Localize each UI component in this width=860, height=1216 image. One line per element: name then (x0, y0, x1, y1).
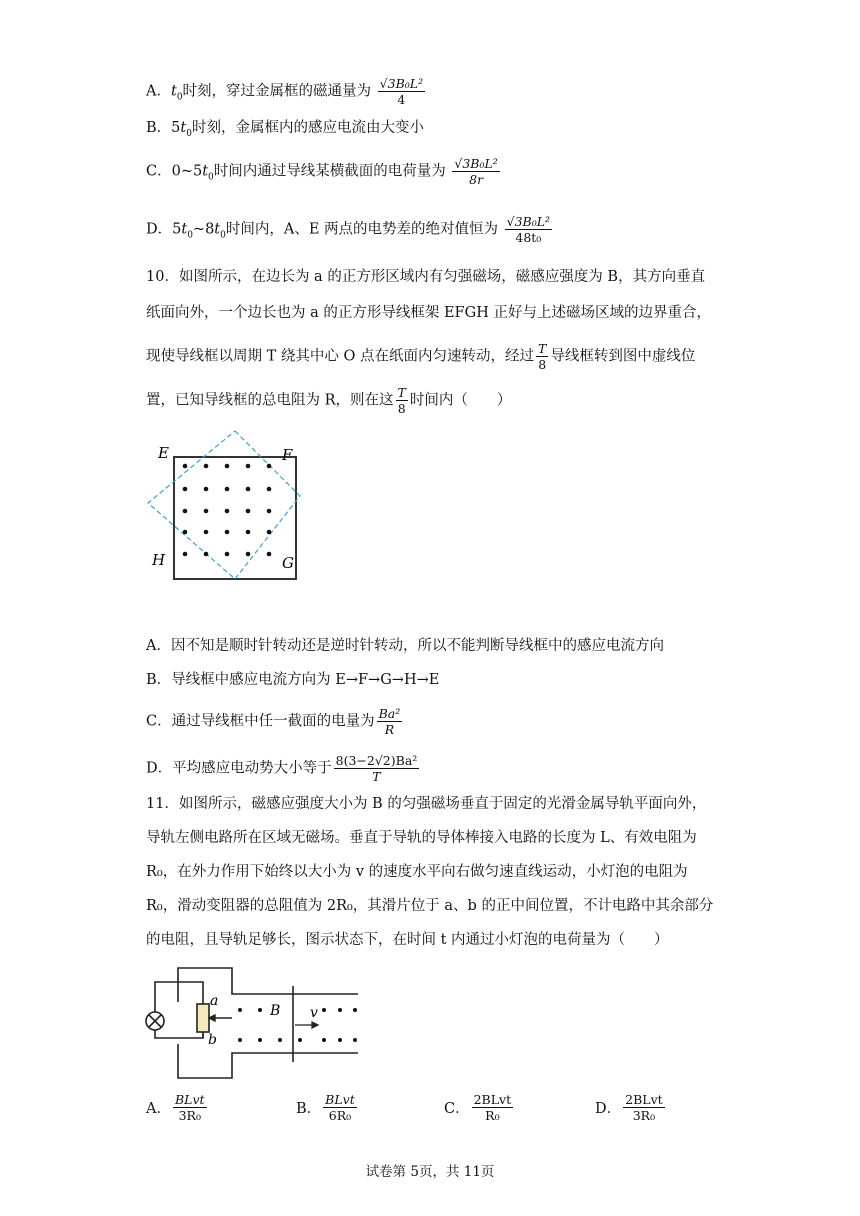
q10-option-b: B．导线框中感应电流方向为 E→F→G→H→E (146, 672, 440, 688)
label-h: H (152, 551, 166, 569)
q11-stem-line5: 的电阻，且导轨足够长，图示状态下，在时间 t 内通过小灯泡的电荷量为（ ） (146, 932, 669, 948)
q9-option-d: D．$5t_0\sim 8t_0$时间内，A、E 两点的电势差的绝对值恒为 $\frac{\text{√3B₀L²}}{\text{48t₀}}$ (146, 214, 551, 245)
q9-option-a: A．$t_0$时刻，穿过金属框的磁通量为 $\frac{\text{√3B₀L²}}{4}$ (146, 76, 424, 107)
q10-option-a: A．因不知是顺时针转动还是逆时针转动，所以不能判断导线框中的感应电流方向 (146, 638, 664, 654)
field-dots (183, 464, 272, 557)
q10-option-c: C．通过导线框中任一截面的电量为 $\frac{\text{Ba²}}{R}$ (146, 706, 401, 737)
velocity-arrow (295, 1022, 318, 1028)
q11-option-b: B． $\frac{\text{BLvt}}{\text{6R₀}}$ (296, 1092, 355, 1123)
slider-arrow (209, 1015, 232, 1021)
q11-stem-line1: 11．如图所示，磁感应强度大小为 B 的匀强磁场垂直于固定的光滑金属导轨平面向外， (146, 796, 707, 812)
fraction: $\frac{\text{√3B₀L²}}{\text{48t₀}}$ (506, 214, 551, 245)
rotated-frame-dashed (148, 431, 300, 579)
q10-stem-line1: 10．如图所示，在边长为 a 的正方形区域内有匀强磁场，磁感应强度为 B，其方向垂直 (146, 269, 706, 285)
fraction: $\frac{\text{√3B₀L²}}{8r}$ (454, 156, 498, 187)
q9-option-b: B．$5t_0$时刻，金属框内的感应电流由大变小 (146, 120, 424, 139)
label-f: F (282, 446, 293, 464)
lamp-icon (146, 1012, 164, 1030)
q10-stem-line4: 置，已知导线框的总电阻为 R，则在这 $\frac{T}{8}$ 时间内（ ） (146, 385, 512, 416)
circuit-wires (155, 968, 358, 1078)
q11-stem-line3: R₀，在外力作用下始终以大小为 v 的速度水平向右做匀速直线运动，小灯泡的电阻为 (146, 864, 688, 880)
fraction: $\frac{\text{√3B₀L²}}{4}$ (379, 76, 424, 107)
q11-stem-line4: R₀，滑动变阻器的总阻值为 2R₀，其滑片位于 a、b 的正中间位置，不计电路中其余部分 (146, 898, 714, 914)
q11-figure (140, 962, 365, 1082)
q11-option-c: C． $\frac{\text{2BLvt}}{\text{R₀}}$ (444, 1092, 512, 1123)
label-g: G (282, 554, 294, 572)
q11-option-d: D． $\frac{\text{2BLvt}}{\text{3R₀}}$ (595, 1092, 663, 1123)
rheostat (197, 1004, 209, 1032)
q9-option-c: C．$0\sim 5t_0$时间内通过导线某横截面的电荷量为 $\frac{\text{√3B₀L²}}{8r}$ (146, 156, 498, 187)
label-v: v (310, 1005, 318, 1021)
label-e: E (158, 444, 169, 462)
solid-frame (174, 457, 296, 579)
label-b: b (208, 1032, 217, 1048)
q10-stem-line3: 现使导线框以周期 T 绕其中心 O 点在纸面内匀速转动，经过 $\frac{T}{8}$ 导线框转到图中虚线位 (146, 341, 696, 372)
q11-stem-line2: 导轨左侧电路所在区域无磁场。垂直于导轨的导体棒接入电路的长度为 L、有效电阻为 (146, 830, 697, 846)
label-a: a (210, 993, 219, 1009)
q10-figure (140, 425, 320, 590)
q10-stem-line2: 纸面向外，一个边长也为 a 的正方形导线框架 EFGH 正好与上述磁场区域的边界重合， (146, 305, 711, 321)
q10-option-d: D．平均感应电动势大小等于 $\frac{\text{8(3−2√2)Ba²}}{T}$ (146, 753, 418, 784)
page-footer: 试卷第 5页，共 11页 (365, 1164, 495, 1180)
label-b-field: B (270, 1003, 281, 1019)
q11-option-a: A． $\frac{\text{BLvt}}{\text{3R₀}}$ (146, 1092, 205, 1123)
